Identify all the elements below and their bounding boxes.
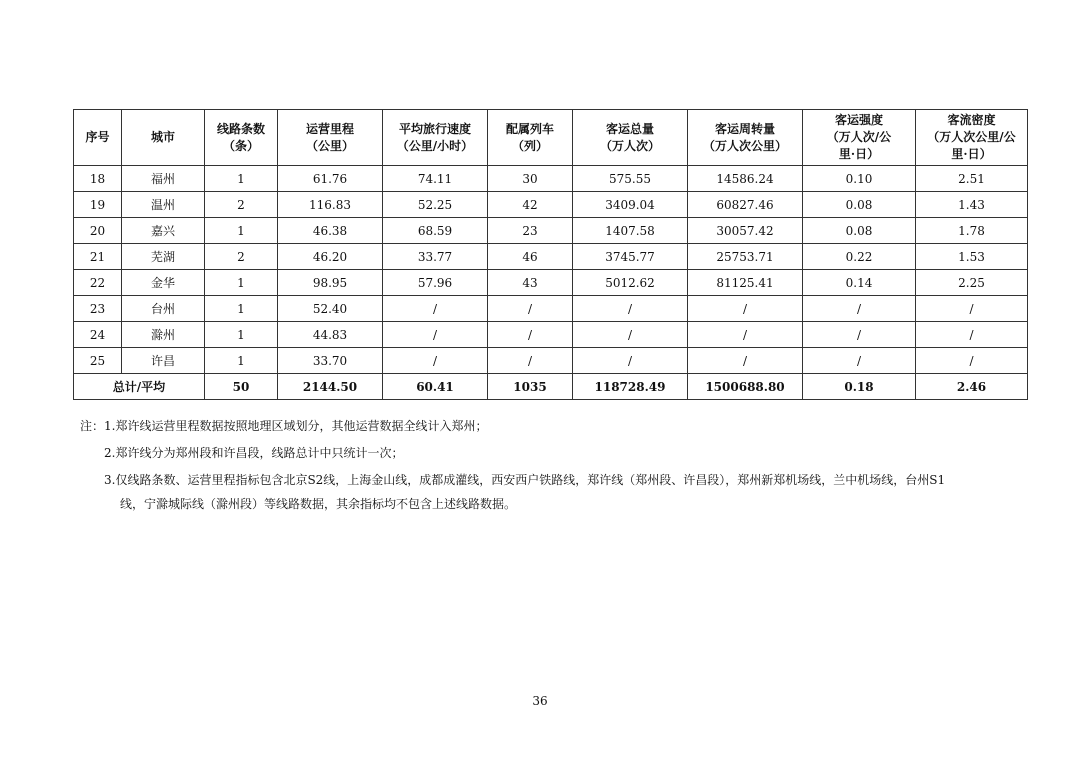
table-cell: 57.96 <box>383 270 488 296</box>
data-table <box>73 109 1028 400</box>
table-cell: 0.14 <box>803 270 916 296</box>
note-item <box>80 414 1030 438</box>
table-cell: / <box>573 296 688 322</box>
table-cell: 18 <box>74 166 122 192</box>
total-cell: 2144.50 <box>278 374 383 400</box>
table-cell: 61.76 <box>278 166 383 192</box>
table-cell: 1.78 <box>916 218 1028 244</box>
column-header-text: 客流密度 <box>947 113 996 127</box>
table-row <box>74 348 1028 374</box>
table-cell: / <box>383 322 488 348</box>
table-cell: 滁州 <box>122 322 205 348</box>
table-cell: 0.08 <box>803 192 916 218</box>
total-cell: 0.18 <box>803 374 916 400</box>
table-row <box>74 192 1028 218</box>
table-cell: 23 <box>74 296 122 322</box>
column-header <box>205 110 278 166</box>
table-cell: 1 <box>205 296 278 322</box>
note-item <box>80 441 1030 465</box>
table-cell: 3409.04 <box>573 192 688 218</box>
table-cell: 52.25 <box>383 192 488 218</box>
note-text: 1.郑许线运营里程数据按照地理区域划分，其他运营数据全线计入郑州； <box>104 419 488 433</box>
table-cell: 25 <box>74 348 122 374</box>
table-cell: 25753.71 <box>688 244 803 270</box>
table-cell: 46 <box>488 244 573 270</box>
table-cell: 0.22 <box>803 244 916 270</box>
column-header <box>916 110 1028 166</box>
table-cell: / <box>688 348 803 374</box>
column-header-text: （列） <box>511 138 548 153</box>
table-cell: 台州 <box>122 296 205 322</box>
table-cell: / <box>573 348 688 374</box>
table-cell: 2.51 <box>916 166 1028 192</box>
column-header-text: （万人次） <box>599 138 660 153</box>
column-header-text: 配属列车 <box>505 121 554 136</box>
total-cell: 1035 <box>488 374 573 400</box>
notes <box>80 414 1030 519</box>
table-cell: 46.20 <box>278 244 383 270</box>
table-row <box>74 218 1028 244</box>
table-cell: 2 <box>205 192 278 218</box>
table-cell: / <box>488 322 573 348</box>
table-cell: 116.83 <box>278 192 383 218</box>
table-cell: / <box>916 296 1028 322</box>
column-header <box>278 110 383 166</box>
table-cell: 许昌 <box>122 348 205 374</box>
table-cell: 嘉兴 <box>122 218 205 244</box>
table-row <box>74 270 1028 296</box>
table-row <box>74 244 1028 270</box>
column-header-text: （万人次公里） <box>702 138 787 153</box>
column-header-text: 里·日） <box>838 147 880 161</box>
column-header-text: 客运强度 <box>834 113 883 127</box>
total-row <box>74 374 1028 400</box>
table-row <box>74 166 1028 192</box>
column-header-text: 线路条数 <box>216 121 265 136</box>
column-header-text: 序号 <box>85 130 110 144</box>
table-cell: / <box>383 296 488 322</box>
column-header-text: 城市 <box>150 130 175 144</box>
table-cell: / <box>803 348 916 374</box>
table-cell: 81125.41 <box>688 270 803 296</box>
column-header-text: 客运周转量 <box>714 121 775 136</box>
table-cell: / <box>488 296 573 322</box>
table-cell: 1 <box>205 218 278 244</box>
total-cell: 1500688.80 <box>688 374 803 400</box>
table-cell: 42 <box>488 192 573 218</box>
page-number: 36 <box>532 694 548 708</box>
table-cell: 30057.42 <box>688 218 803 244</box>
table-cell: 68.59 <box>383 218 488 244</box>
table-cell: / <box>688 322 803 348</box>
table-cell: 2 <box>205 244 278 270</box>
total-cell: 60.41 <box>383 374 488 400</box>
table-cell: 52.40 <box>278 296 383 322</box>
column-header-text: 客运总量 <box>605 121 654 136</box>
table-cell: 14586.24 <box>688 166 803 192</box>
table-cell: 1 <box>205 348 278 374</box>
table-cell: 44.83 <box>278 322 383 348</box>
column-header <box>488 110 573 166</box>
column-header-text: （公里） <box>305 138 354 153</box>
column-header <box>122 110 205 166</box>
table-row <box>74 322 1028 348</box>
notes-prefix: 注： <box>80 419 105 433</box>
column-header-text: （条） <box>222 138 259 153</box>
table-cell: 23 <box>488 218 573 244</box>
table-cell: 33.77 <box>383 244 488 270</box>
table-cell: / <box>803 322 916 348</box>
table-cell: 3745.77 <box>573 244 688 270</box>
column-header-text: 运营里程 <box>305 121 354 136</box>
total-cell: 2.46 <box>916 374 1028 400</box>
column-header-text: （公里/小时） <box>396 138 474 153</box>
table-cell: 1.43 <box>916 192 1028 218</box>
table-cell: 30 <box>488 166 573 192</box>
column-header <box>383 110 488 166</box>
table-cell: / <box>383 348 488 374</box>
column-header-text: （万人次/公 <box>826 130 892 144</box>
table-cell: 74.11 <box>383 166 488 192</box>
column-header <box>74 110 122 166</box>
table-cell: / <box>573 322 688 348</box>
table-cell: 温州 <box>122 192 205 218</box>
note-text: 3.仅线路条数、运营里程指标包含北京S2线，上海金山线，成都成灌线，西安西户铁路线，郑许线（郑州段、许昌段），郑州新郑机场线，兰中机场线，台州S1 <box>104 473 946 487</box>
table-cell: 5012.62 <box>573 270 688 296</box>
table-header-row <box>74 110 1028 166</box>
note-text: 线，宁滁城际线（滁州段）等线路数据，其余指标均不包含上述线路数据。 <box>120 497 517 511</box>
table-cell: 33.70 <box>278 348 383 374</box>
column-header-text: 平均旅行速度 <box>398 121 471 136</box>
table-cell: 43 <box>488 270 573 296</box>
table-cell: 2.25 <box>916 270 1028 296</box>
table-cell: 60827.46 <box>688 192 803 218</box>
table-cell: 1407.58 <box>573 218 688 244</box>
table-cell: 0.10 <box>803 166 916 192</box>
table-cell: / <box>916 322 1028 348</box>
table-cell: 芜湖 <box>122 244 205 270</box>
table-cell: 19 <box>74 192 122 218</box>
table-cell: 0.08 <box>803 218 916 244</box>
column-header <box>688 110 803 166</box>
column-header-text: （万人次公里/公 <box>927 130 1016 144</box>
note-item <box>80 468 1030 516</box>
table-cell: 1 <box>205 270 278 296</box>
table-cell: 575.55 <box>573 166 688 192</box>
column-header-text: 里·日） <box>951 147 992 161</box>
column-header <box>803 110 916 166</box>
note-text: 2.郑许线分为郑州段和许昌段，线路总计中只统计一次； <box>104 446 404 460</box>
table-cell: 98.95 <box>278 270 383 296</box>
table-cell: 1 <box>205 322 278 348</box>
column-header <box>573 110 688 166</box>
table-cell: 福州 <box>122 166 205 192</box>
table-cell: / <box>488 348 573 374</box>
table-row <box>74 296 1028 322</box>
table-cell: 1 <box>205 166 278 192</box>
table-cell: 24 <box>74 322 122 348</box>
table-cell: 46.38 <box>278 218 383 244</box>
table-cell: / <box>803 296 916 322</box>
table-cell: 20 <box>74 218 122 244</box>
table-cell: / <box>916 348 1028 374</box>
table-cell: / <box>688 296 803 322</box>
total-label: 总计/平均 <box>74 374 205 400</box>
table-cell: 21 <box>74 244 122 270</box>
table-cell: 金华 <box>122 270 205 296</box>
table-cell: 1.53 <box>916 244 1028 270</box>
total-cell: 118728.49 <box>573 374 688 400</box>
table-cell: 22 <box>74 270 122 296</box>
total-cell: 50 <box>205 374 278 400</box>
